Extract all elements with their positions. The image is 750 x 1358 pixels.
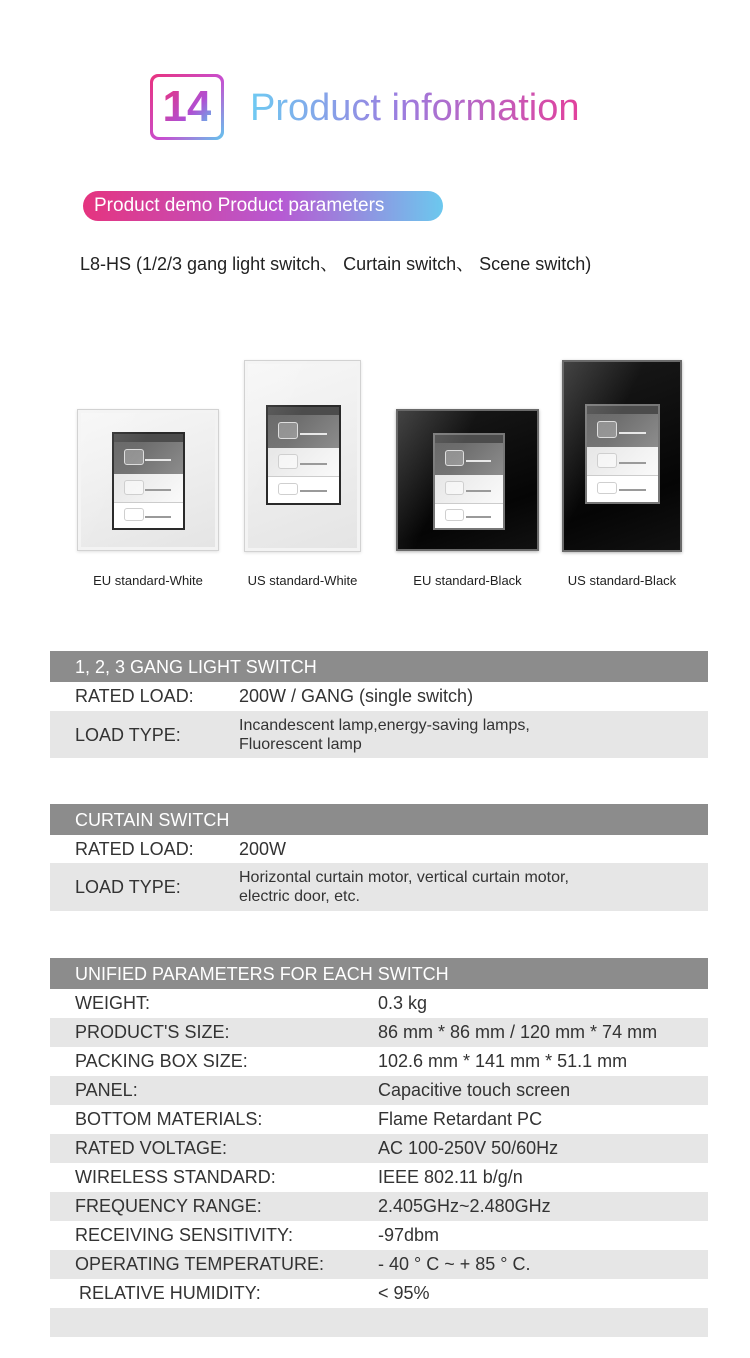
table-row [50,1250,708,1279]
table-row-empty [50,1308,708,1337]
table-row [50,1279,708,1308]
row-value: Capacitive touch screen [378,1080,571,1100]
section-number: 14 [162,82,212,131]
section-pill-label: Product demo Product parameters [83,191,443,221]
table-row [50,711,708,758]
table-row [50,1076,708,1105]
row-label: RATED VOLTAGE: [75,1138,228,1158]
row-label: RECEIVING SENSITIVITY: [75,1225,294,1245]
row-label: PANEL: [75,1080,138,1100]
table-row [50,1221,708,1250]
row-value: 200W / GANG (single switch) [239,686,474,706]
touch-screen [266,405,341,505]
row-value: Flame Retardant PC [378,1109,543,1129]
product-image-eu-black [396,409,539,551]
product-image-us-white [244,360,361,552]
table-row [50,1163,708,1192]
table-heading: 1, 2, 3 GANG LIGHT SWITCH [50,651,708,682]
row-value: - 40 ° C ~ + 85 ° C. [378,1254,531,1274]
row-value-line: Horizontal curtain motor, vertical curtain motor, [239,869,569,886]
touch-screen [585,404,660,504]
row-label: BOTTOM MATERIALS: [75,1109,263,1129]
page-title: Product information [250,84,580,132]
row-label: WEIGHT: [75,993,150,1013]
row-label: PRODUCT'S SIZE: [75,1022,230,1042]
row-label: OPERATING TEMPERATURE: [75,1254,325,1274]
product-image-eu-white [77,409,219,551]
row-value: 0.3 kg [378,993,428,1013]
row-value-line: electric door, etc. [239,888,360,905]
product-caption: EU standard-White [93,573,203,588]
row-label: RATED LOAD: [75,686,194,706]
row-value-line: Fluorescent lamp [239,736,362,753]
table-row [50,1018,708,1047]
product-image-us-black [562,360,682,552]
table-row [50,682,708,711]
row-label: RATED LOAD: [75,839,194,859]
row-value: 200W [239,839,287,859]
table-heading: UNIFIED PARAMETERS FOR EACH SWITCH [50,958,708,989]
table-row [50,835,708,863]
table-row [50,989,708,1018]
table-heading: CURTAIN SWITCH [50,804,708,835]
product-caption: US standard-White [247,573,358,588]
touch-screen [433,433,505,530]
table-row [50,863,708,911]
curtain-switch-table [50,804,708,911]
table-row [50,1105,708,1134]
row-value: < 95% [378,1283,430,1303]
row-value: AC 100-250V 50/60Hz [378,1138,559,1158]
row-value-line: Incandescent lamp,energy-saving lamps, [239,717,530,734]
row-value: 86 mm * 86 mm / 120 mm * 74 mm [378,1022,658,1042]
unified-parameters-table [50,958,708,1337]
row-value: IEEE 802.11 b/g/n [378,1167,523,1187]
row-value: 102.6 mm * 141 mm * 51.1 mm [378,1051,628,1071]
touch-screen [112,432,185,530]
product-caption: US standard-Black [567,573,677,588]
row-label: PACKING BOX SIZE: [75,1051,248,1071]
row-label: RELATIVE HUMIDITY: [79,1283,261,1303]
row-value: -97dbm [378,1225,440,1245]
row-label: WIRELESS STANDARD: [75,1167,276,1187]
table-row [50,1047,708,1076]
product-caption: EU standard-Black [413,573,522,588]
row-label: LOAD TYPE: [75,725,181,745]
table-row [50,1192,708,1221]
table-row [50,1134,708,1163]
light-switch-table [50,651,708,758]
model-description: L8-HS (1/2/3 gang light switch、 Curtain switch、 Scene switch) [80,254,592,274]
row-label: LOAD TYPE: [75,877,181,897]
row-label: FREQUENCY RANGE: [75,1196,262,1216]
row-value: 2.405GHz~2.480GHz [378,1196,551,1216]
section-number-badge [150,74,224,140]
